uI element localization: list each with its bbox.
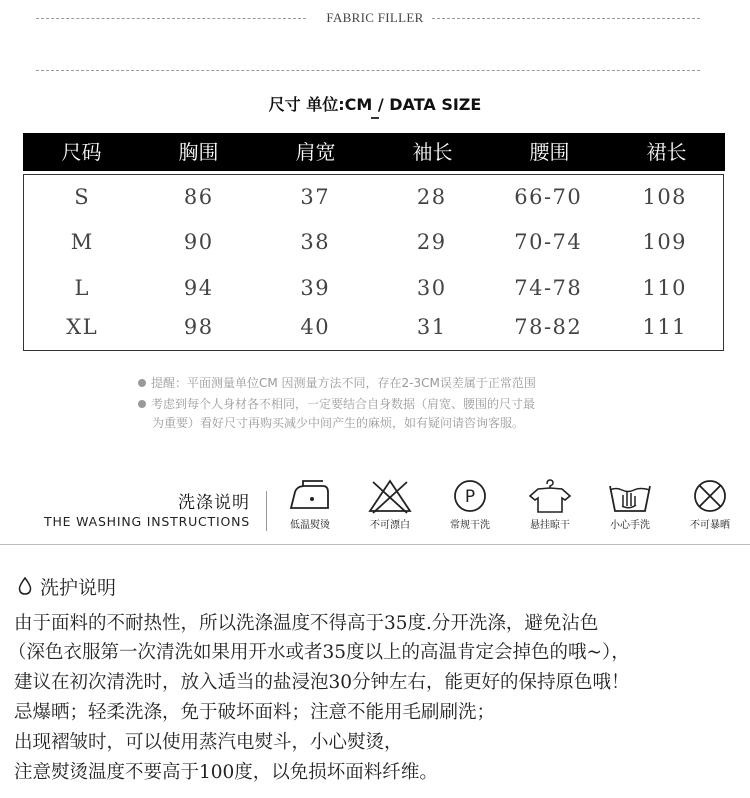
bullet-icon — [138, 400, 146, 408]
care-line: 忌爆晒；轻柔洗涤，免于破坏面料；注意不能用毛刷刷洗； — [14, 702, 496, 723]
table-cell: XL — [66, 315, 99, 339]
table-cell: 86 — [183, 185, 214, 209]
wash-item-handwash — [590, 478, 670, 536]
dry-clean-icon — [445, 478, 495, 514]
wash-item-sun — [670, 478, 750, 536]
size-table-title: 尺寸 单位:CM / DATA SIZE — [268, 95, 482, 114]
care-heading — [18, 573, 116, 600]
wash-item-iron — [270, 478, 350, 536]
table-cell: 28 — [416, 185, 447, 209]
header-cell: 袖长 — [412, 140, 453, 164]
table-row — [24, 315, 723, 339]
note-text: 提醒：平面测量单位CM 因测量方法不同，存在2-3CM误差属于正常范围 — [151, 376, 536, 390]
table-cell: 110 — [642, 276, 688, 300]
table-cell: 109 — [642, 230, 688, 254]
header-cell: 腰围 — [529, 140, 570, 164]
svg-text:P: P — [464, 487, 476, 507]
header-bottom-divider — [36, 70, 700, 71]
table-cell: 74-78 — [514, 276, 583, 300]
title-underline — [371, 117, 379, 119]
bullet-icon — [138, 379, 146, 387]
table-cell: L — [74, 276, 90, 300]
wash-item-bleach — [350, 478, 430, 536]
table-cell: 37 — [300, 185, 331, 209]
note-text: 考虑到每个人身材各不相同，一定要结合自身数据（肩宽、腰围的尺寸最 — [151, 397, 536, 411]
table-cell: 29 — [416, 230, 447, 254]
table-cell: 108 — [642, 185, 688, 209]
table-cell: 39 — [300, 276, 331, 300]
body-fit-note — [138, 395, 535, 433]
size-table-body — [23, 174, 724, 351]
wash-label: 不可漂白 — [370, 520, 410, 531]
care-line: 由于面料的不耐热性，所以洗涤温度不得高于35度.分开洗涤，避免沾色 — [14, 613, 599, 634]
table-cell: 78-82 — [514, 315, 583, 339]
wash-item-hang — [510, 478, 590, 536]
hand-wash-icon — [605, 478, 655, 514]
measurement-note — [138, 374, 536, 393]
table-cell: M — [70, 230, 94, 254]
wash-label: 常规干洗 — [450, 520, 490, 531]
care-line: （深色衣服第一次清洗如果用开水或者35度以上的高温肯定会掉色的哦~）， — [8, 642, 630, 663]
table-cell: 70-74 — [514, 230, 583, 254]
washing-title-en: THE WASHING INSTRUCTIONS — [44, 514, 250, 529]
header-cell: 肩宽 — [295, 140, 336, 164]
washing-title-cn: 洗涤说明 — [178, 493, 250, 513]
size-table-header — [23, 133, 725, 171]
care-line: 注意熨烫温度不要高于100度，以免损坏面料纤维。 — [14, 762, 438, 783]
wash-label: 不可暴晒 — [690, 520, 730, 531]
section-divider — [0, 544, 750, 545]
care-line: 出现褶皱时，可以使用蒸汽电熨斗，小心熨烫， — [14, 732, 403, 753]
table-row — [24, 185, 723, 209]
hang-dry-icon — [525, 478, 575, 514]
table-cell: 90 — [183, 230, 214, 254]
header-cell: 裙长 — [646, 140, 687, 164]
wash-label: 小心手洗 — [610, 520, 650, 531]
wash-item-dryclean — [430, 478, 510, 536]
table-row — [24, 276, 723, 300]
table-cell: 30 — [416, 276, 447, 300]
care-heading-text: 洗护说明 — [40, 577, 117, 599]
water-drop-icon — [18, 577, 32, 595]
wash-label: 悬挂晾干 — [530, 520, 570, 531]
header-divider-right — [432, 18, 700, 19]
table-row — [24, 230, 723, 254]
washing-divider — [266, 491, 267, 531]
header-title: FABRIC FILLER — [326, 10, 424, 25]
wash-label: 低温熨烫 — [290, 520, 330, 531]
header-cell: 尺码 — [61, 140, 102, 164]
table-cell: 40 — [300, 315, 331, 339]
header-cell: 胸围 — [178, 140, 219, 164]
table-cell: 38 — [300, 230, 331, 254]
note-text: 为重要）看好尺寸再购买减少中间产生的麻烦，如有疑问请咨询客服。 — [152, 416, 525, 430]
low-temp-iron-icon — [285, 478, 335, 514]
table-cell: 94 — [183, 276, 214, 300]
no-sun-dry-icon — [685, 478, 735, 514]
table-cell: 66-70 — [514, 185, 583, 209]
care-line: 建议在初次清洗时，放入适当的盐浸泡30分钟左右，能更好的保持原色哦！ — [14, 672, 630, 693]
no-bleach-icon — [365, 478, 415, 514]
table-cell: S — [74, 185, 91, 209]
table-cell: 98 — [183, 315, 214, 339]
table-cell: 111 — [642, 315, 688, 339]
table-cell: 31 — [416, 315, 447, 339]
